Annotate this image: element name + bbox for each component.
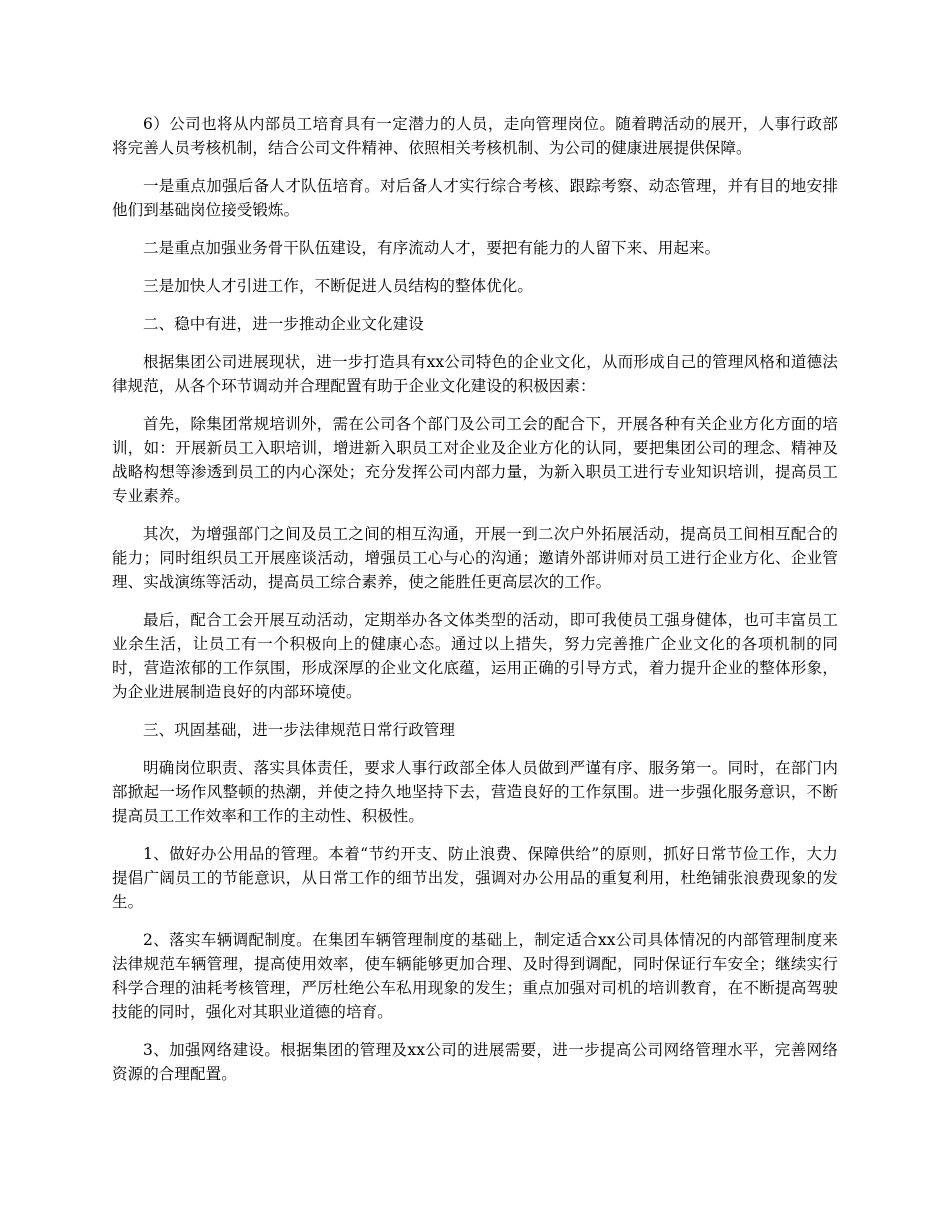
paragraph-culture-last: 最后，配合工会开展互动活动，定期举办各文体类型的活动，即可我使员工强身健体，也可丰富员工业余生活，让员工有一个积极向上的健康心态。通过以上措失，努力完善推广企业文化的各项机制的同时，营造浓郁的工作氛围，形成深厚的企业文化底蕴，运用正确的引导方式，着力提升企业的整体形象，为企业进展制造良好的内部环境使。	[112, 611, 838, 701]
heading-administrative-management: 三、巩固基础，进一步法律规范日常行政管理	[143, 721, 456, 739]
heading-corporate-culture: 二、稳中有进，进一步推动企业文化建设	[143, 315, 424, 333]
paragraph-reserve-talent: 一是重点加强后备人才队伍培育。对后备人才实行综合考核、跟踪考察、动态管理，并有目的地安排他们到基础岗位接受锻炼。	[112, 177, 838, 219]
paragraph-backbone-team: 二是重点加强业务骨干队伍建设，有序流动人才，要把有能力的人留下来、用起来。	[143, 239, 721, 257]
paragraph-talent-introduction: 三是加快人才引进工作，不断促进人员结构的整体优化。	[143, 277, 534, 295]
paragraph-talent-promotion: 6）公司也将从内部员工培育具有一定潜力的人员，走向管理岗位。随着聘活动的展开，人事行政部将完善人员考核机制，结合公司文件精神、依照相关考核机制、为公司的健康进展提供保障。	[112, 115, 838, 157]
paragraph-office-supplies: 1、做好办公用品的管理。本着“节约开支、防止浪费、保障供给”的原则，抓好日常节俭工作，大力提倡广阔员工的节能意识，从日常工作的细节出发，强调对办公用品的重复利用，杜绝铺张浪费现象的发生。	[112, 845, 838, 911]
paragraph-culture-second: 其次，为增强部门之间及员工之间的相互沟通，开展一到二次户外拓展活动，提高员工间相互配合的能力；同时组织员工开展座谈活动，增强员工心与心的沟通；邀请外部讲师对员工进行企业方化、企业管理、实战演练等活动，提高员工综合素养，使之能胜任更高层次的工作。	[112, 525, 838, 591]
paragraph-job-responsibility: 明确岗位职责、落实具体责任，要求人事行政部全体人员做到严谨有序、服务第一。同时，在部门内部掀起一场作风整顿的热潮，并使之持久地坚持下去，营造良好的工作氛围。进一步强化服务意识，不断提高员工工作效率和工作的主动性、积极性。	[112, 759, 838, 825]
document-page	[112, 112, 838, 1100]
paragraph-culture-first: 首先，除集团常规培训外，需在公司各个部门及公司工会的配合下，开展各种有关企业方化方面的培训，如：开展新员工入职培训，增进新入职员工对企业及企业方化的认同，要把集团公司的理念、精神及战略构想等渗透到员工的内心深处；充分发挥公司内部力量，为新入职员工进行专业知识培训，提高员工专业素养。	[112, 415, 838, 505]
paragraph-network-construction: 3、加强网络建设。根据集团的管理及xx公司的进展需要，进一步提高公司网络管理水平，完善网络资源的合理配置。	[112, 1041, 838, 1083]
paragraph-vehicle-dispatch: 2、落实车辆调配制度。在集团车辆管理制度的基础上，制定适合xx公司具体情况的内部管理制度来法律规范车辆管理，提高使用效率，使车辆能够更加合理、及时得到调配，同时保证行车安全；继续实行科学合理的油耗考核管理，严厉杜绝公车私用现象的发生；重点加强对司机的培训教育，在不断提高驾驶技能的同时，强化对其职业道德的培育。	[112, 931, 838, 1021]
paragraph-culture-intro: 根据集团公司进展现状，进一步打造具有xx公司特色的企业文化，从而形成自己的管理风格和道德法律规范，从各个环节调动并合理配置有助于企业文化建设的积极因素：	[112, 353, 838, 395]
